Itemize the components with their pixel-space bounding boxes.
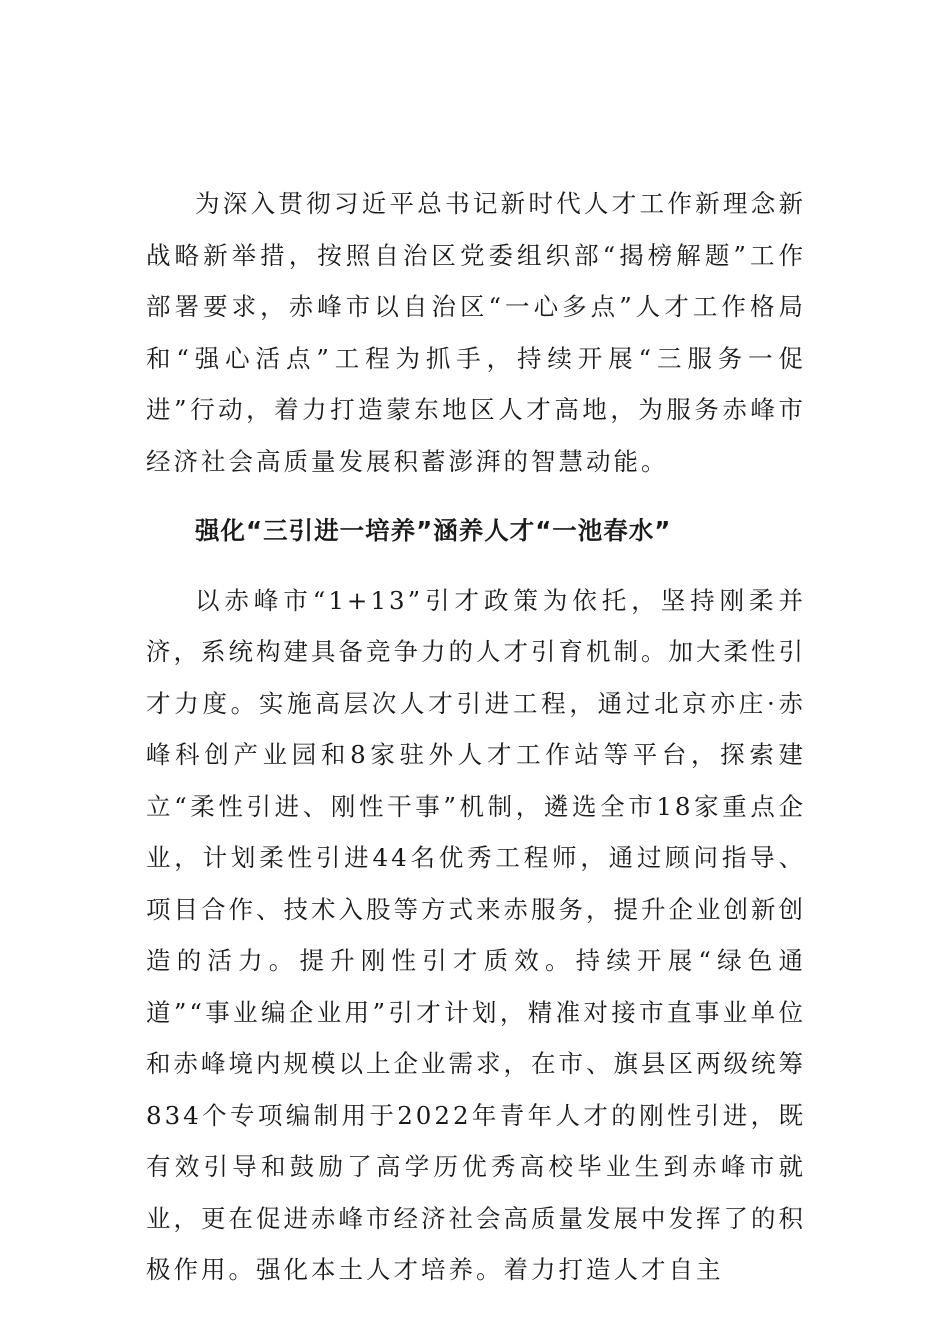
document-body (146, 178, 806, 1296)
section-heading: 强化“三引进一培养”涵养人才“一池春水” (195, 516, 672, 545)
intro-paragraph: 为深入贯彻习近平总书记新时代人才工作新理念新战略新举措，按照自治区党委组织部“揭榜解题”工作部署要求，赤峰市以自治区“一心多点”人才工作格局和“强心活点”工程为抓手，持续开展“三服务一促进”行动，着力打造蒙东地区人才高地，为服务赤峰市经济社会高质量发展积蓄澎湃的智慧动能。 (146, 189, 806, 476)
body-paragraph: 以赤峰市“1+13”引才政策为依托，坚持刚柔并济，系统构建具备竞争力的人才引育机制。加大柔性引才力度。实施高层次人才引进工程，通过北京亦庄·赤峰科创产业园和8家驻外人才工作站等平台，探索建立“柔性引进、刚性干事”机制，遴选全市18家重点企业，计划柔性引进44名优秀工程师，通过顾问指导、项目合作、技术入股等方式来赤服务，提升企业创新创造的活力。提升刚性引才质效。持续开展“绿色通道”“事业编企业用”引才计划，精准对接市直事业单位和赤峰境内规模以上企业需求，在市、旗县区两级统筹834个专项编制用于2022年青年人才的刚性引进，既有效引导和鼓励了高学历优秀高校毕业生到赤峰市就业，更在促进赤峰市经济社会高质量发展中发挥了的积极作用。强化本土人才培养。着力打造人才自主 (146, 585, 806, 1284)
